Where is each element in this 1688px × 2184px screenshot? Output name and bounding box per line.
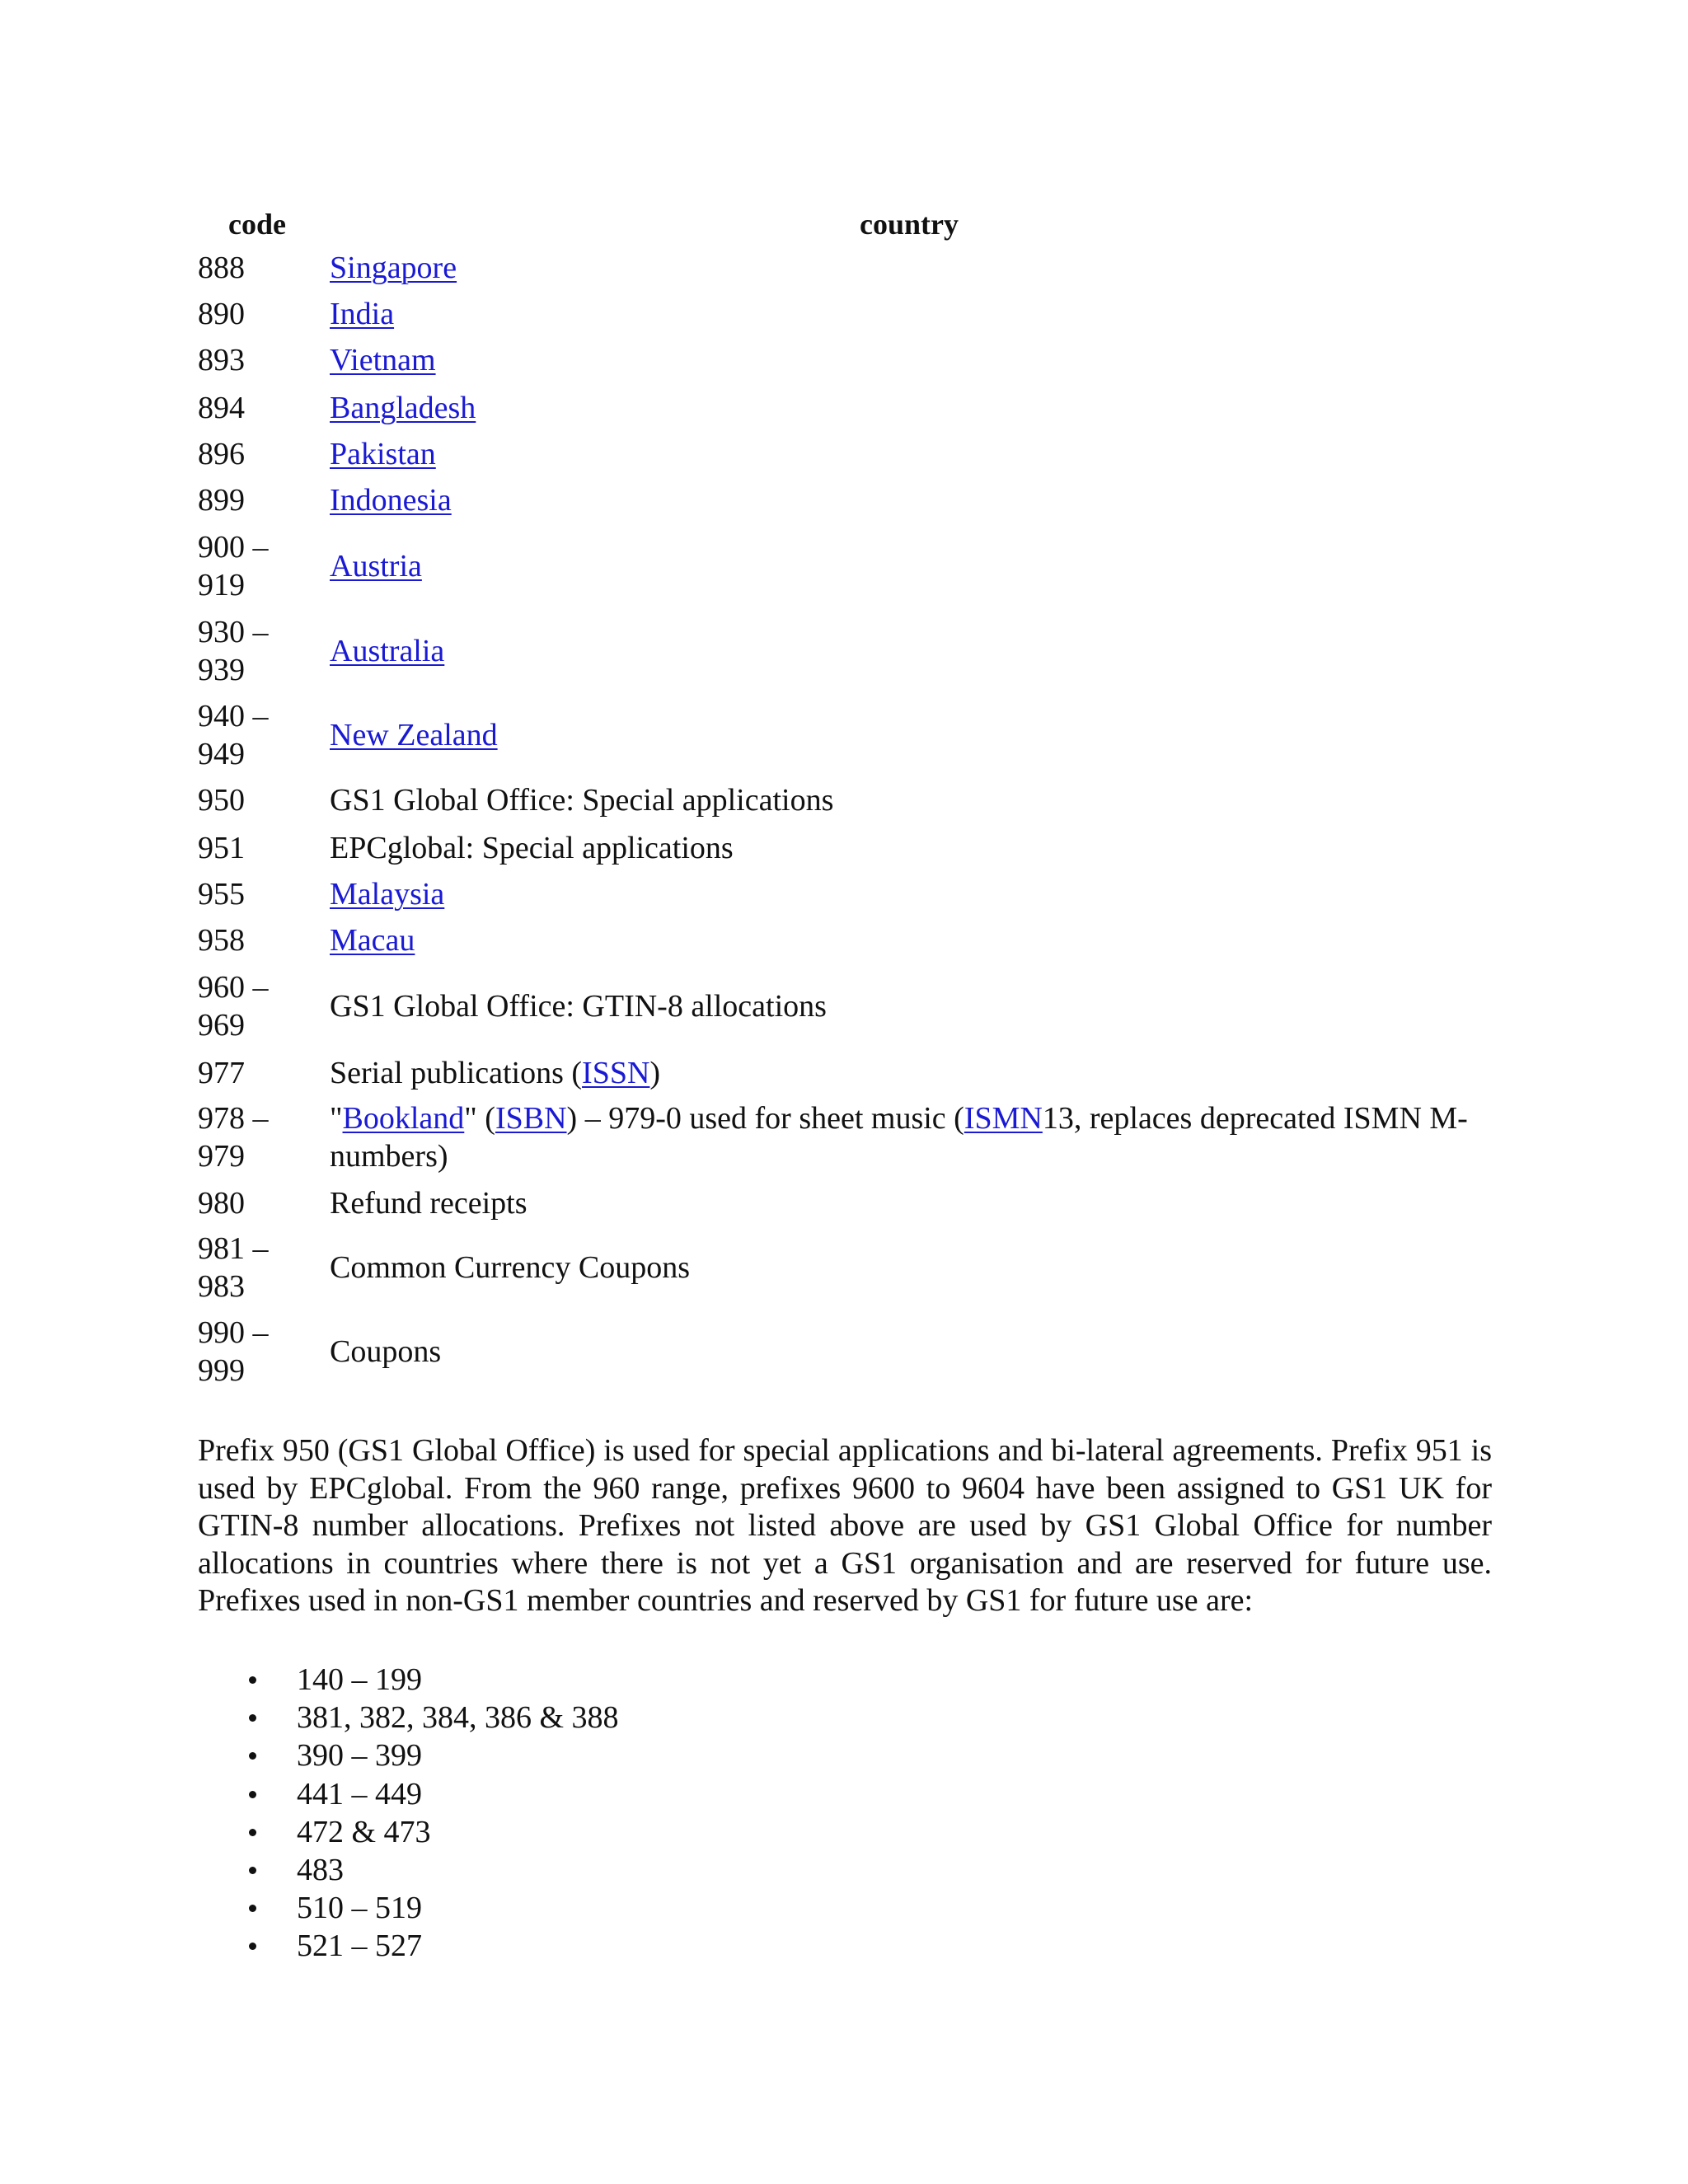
code-cell: 888 xyxy=(198,251,245,285)
prefix-explanation-paragraph: Prefix 950 (GS1 Global Office) is used for special applications and bi-lateral agreements. Prefix 951 is used by EPCglobal. From the 960 range, prefixes 9600 to 9604 have been assigned to GS1 UK for GTIN-8 number allocations. Prefixes not listed above are used by GS1 Global Office for number allocations in countries where there is not yet a GS1 organisation and are reserved for future use. Prefixes used in non-GS1 member countries and reserved by GS1 for future use are: xyxy=(198,1433,1492,1618)
country-link-pakistan[interactable]: Pakistan xyxy=(330,437,436,471)
bullet-icon xyxy=(249,1676,256,1684)
code-cell: 950 xyxy=(198,783,245,818)
country-link-indonesia[interactable]: Indonesia xyxy=(330,483,452,518)
country-link-macau[interactable]: Macau xyxy=(330,923,415,958)
code-cell: 977 xyxy=(198,1056,245,1090)
document-page: code country 888 Singapore 890 India 893 Vietnam 894 Bangladesh 896 Pakistan 899 Indonesia 900 – 919 Austria 930 – 939 Australia 940 – 949 New Zealand 950 GS1 Global Office: Special applications 951 EPCglobal: Special applications 955 Malaysia 958 Macau 960 – 969 GS1 Global Office: GTIN-8 allocations 977 Serial publications (ISSN) 978 – 979 "Bookland" (ISBN) – 979-0 used for sheet music (ISMN13, replaces deprecated ISMN M- numbers) 980 Refund receipts 981 – 983 Common Currency Coupons 990 – 999 Coupons Prefix 950 (GS1 Global Office) is used for special applications and bi-lateral agreements. Prefix 951 is used by EPCglobal. From the 960 range, prefixes 9600 to 9604 have been assigned to GS1 UK for GTIN-8 number allocations. Prefixes not listed above are used by GS1 Global Office for number allocations in countries where there is not yet a GS1 organisation and are reserved for future use. Prefixes used in non-GS1 member countries and reserved by GS1 for future use are: 140 – 199 381, 382, 384, 386 & 388 390 – 399 441 – 449 472 & 473 483 510 – 519 521 – 527 xyxy=(0,0,1688,2184)
bullet-icon xyxy=(249,1791,256,1798)
country-link-new-zealand[interactable]: New Zealand xyxy=(330,718,498,752)
bullet-icon xyxy=(249,1752,256,1760)
code-cell: 958 xyxy=(198,923,245,958)
issn-link[interactable]: ISSN xyxy=(582,1056,650,1090)
code-cell: 894 xyxy=(198,391,245,425)
country-cell: "Bookland" (ISBN) – 979-0 used for sheet music (ISMN13, replaces deprecated ISMN M- numbers) xyxy=(330,1101,1468,1174)
code-cell: 890 xyxy=(198,297,245,331)
bookland-link[interactable]: Bookland xyxy=(342,1101,465,1136)
column-header-country: country xyxy=(860,208,959,241)
code-cell: 960 – 969 xyxy=(198,970,269,1043)
code-cell: 896 xyxy=(198,437,245,471)
code-cell: 955 xyxy=(198,877,245,912)
bullet-icon xyxy=(249,1943,256,1950)
code-cell: 930 – 939 xyxy=(198,615,269,687)
country-link-bangladesh[interactable]: Bangladesh xyxy=(330,391,476,425)
country-cell: GS1 Global Office: GTIN-8 allocations xyxy=(330,989,827,1024)
bullet-icon xyxy=(249,1829,256,1836)
country-link-india[interactable]: India xyxy=(330,297,395,331)
code-cell: 940 – 949 xyxy=(198,699,269,771)
country-cell: Serial publications (ISSN) xyxy=(330,1056,661,1090)
country-cell: Coupons xyxy=(330,1334,442,1369)
country-cell: Common Currency Coupons xyxy=(330,1250,690,1285)
ismn-link[interactable]: ISMN xyxy=(964,1101,1043,1136)
country-link-austria[interactable]: Austria xyxy=(330,549,422,583)
code-cell: 893 xyxy=(198,343,245,377)
code-cell: 981 – 983 xyxy=(198,1231,269,1304)
column-header-code: code xyxy=(228,208,286,241)
country-cell: EPCglobal: Special applications xyxy=(330,831,734,865)
code-cell: 899 xyxy=(198,483,245,518)
country-link-vietnam[interactable]: Vietnam xyxy=(330,343,436,377)
bullet-icon xyxy=(249,1714,256,1722)
country-cell: Refund receipts xyxy=(330,1186,528,1221)
code-cell: 980 xyxy=(198,1186,245,1221)
country-link-australia[interactable]: Australia xyxy=(330,634,445,668)
code-cell: 900 – 919 xyxy=(198,530,269,602)
country-link-malaysia[interactable]: Malaysia xyxy=(330,877,445,912)
isbn-link[interactable]: ISBN xyxy=(495,1101,567,1136)
country-cell: GS1 Global Office: Special applications xyxy=(330,783,834,818)
code-cell: 951 xyxy=(198,831,245,865)
bullet-icon xyxy=(249,1867,256,1874)
bullet-icon xyxy=(249,1905,256,1912)
code-cell: 990 – 999 xyxy=(198,1315,269,1388)
country-link-singapore[interactable]: Singapore xyxy=(330,251,457,285)
code-cell: 978 – 979 xyxy=(198,1101,269,1174)
